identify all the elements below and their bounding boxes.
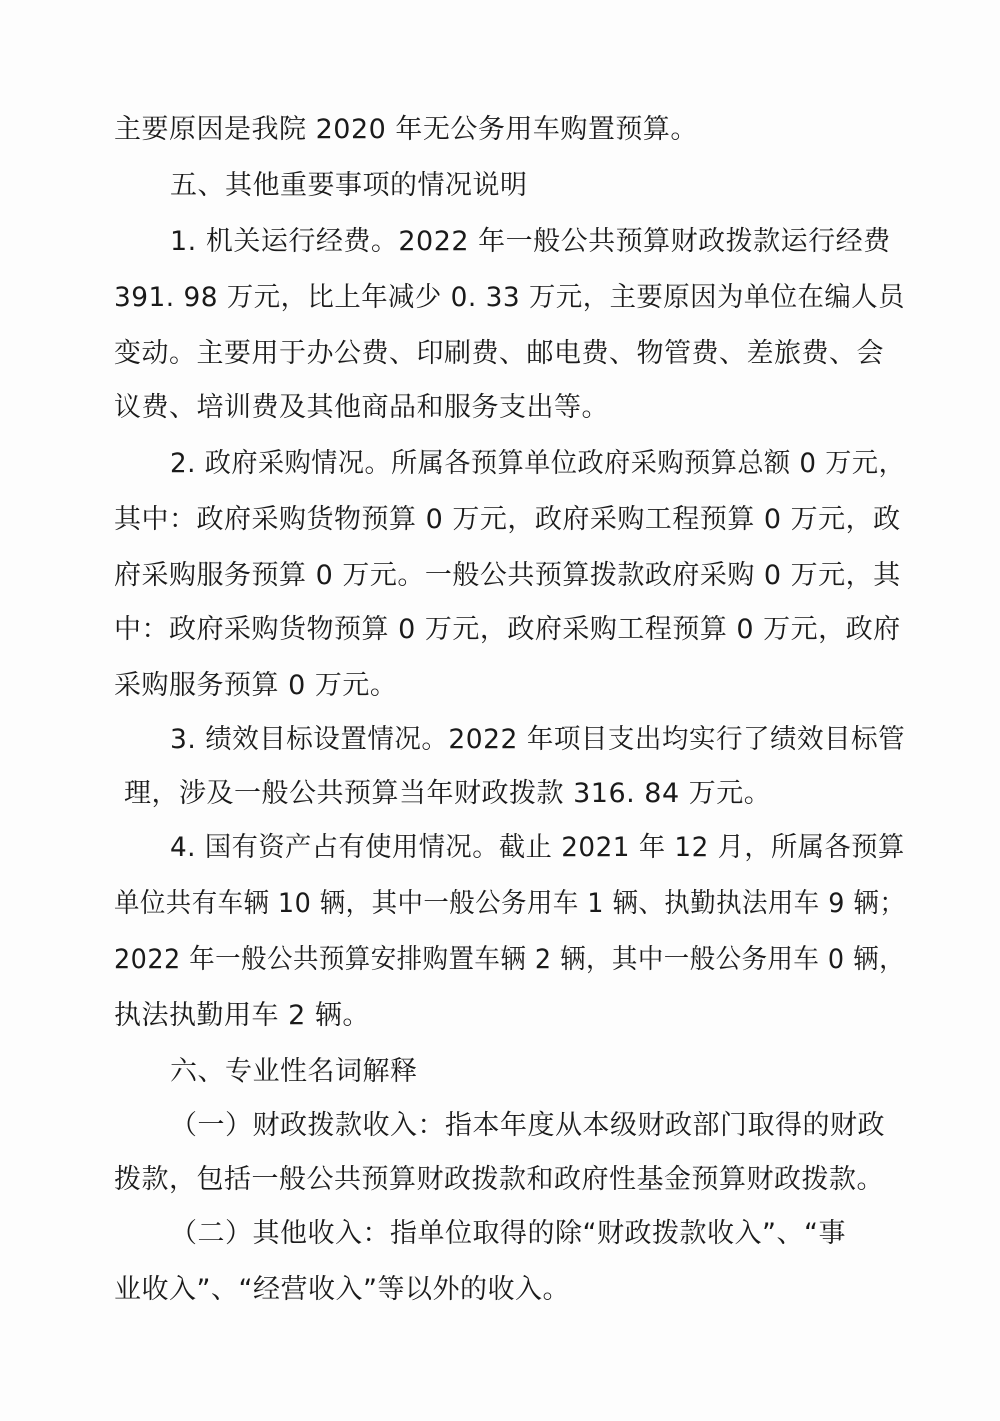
text-line: 中：政府采购货物预算 0 万元，政府采购工程预算 0 万元，政府 xyxy=(114,614,901,645)
text-line: 2022 年一般公共预算安排购置车辆 2 辆，其中一般公务用车 0 辆， xyxy=(114,944,905,975)
text-line: 采购服务预算 0 万元。 xyxy=(114,670,398,701)
text-line: 府采购服务预算 0 万元。一般公共预算拨款政府采购 0 万元，其 xyxy=(114,560,901,591)
text-line: （一）财政拨款收入：指本年度从本级财政部门取得的财政 xyxy=(170,1110,885,1141)
text-line: （二）其他收入：指单位取得的除“财政拨款收入”、“事 xyxy=(170,1218,846,1249)
text-line: 4. 国有资产占有使用情况。截止 2021 年 12 月，所属各预算 xyxy=(170,832,905,863)
text-line: 理，涉及一般公共预算当年财政拨款 316. 84 万元。 xyxy=(124,778,772,809)
text-line: 单位共有车辆 10 辆，其中一般公务用车 1 辆、执勤执法用车 9 辆； xyxy=(114,888,906,919)
text-line: 变动。主要用于办公费、印刷费、邮电费、物管费、差旅费、会 xyxy=(114,338,884,369)
text-line: 391. 98 万元，比上年减少 0. 33 万元，主要原因为单位在编人员 xyxy=(114,282,905,313)
section-heading: 五、其他重要事项的情况说明 xyxy=(170,170,528,201)
text-line: 执法执勤用车 2 辆。 xyxy=(114,1000,370,1031)
text-line: 1. 机关运行经费。2022 年一般公共预算财政拨款运行经费 xyxy=(170,226,891,257)
text-line: 2. 政府采购情况。所属各预算单位政府采购预算总额 0 万元， xyxy=(170,448,906,479)
text-line: 主要原因是我院 2020 年无公务用车购置预算。 xyxy=(114,114,698,145)
text-line: 业收入”、“经营收入”等以外的收入。 xyxy=(114,1274,570,1305)
text-line: 其中：政府采购货物预算 0 万元，政府采购工程预算 0 万元，政 xyxy=(114,504,901,535)
section-heading: 六、专业性名词解释 xyxy=(170,1056,418,1087)
text-line: 拨款，包括一般公共预算财政拨款和政府性基金预算财政拨款。 xyxy=(114,1164,884,1195)
text-line: 议费、培训费及其他商品和服务支出等。 xyxy=(114,392,609,423)
text-line: 3. 绩效目标设置情况。2022 年项目支出均实行了绩效目标管 xyxy=(170,724,906,755)
